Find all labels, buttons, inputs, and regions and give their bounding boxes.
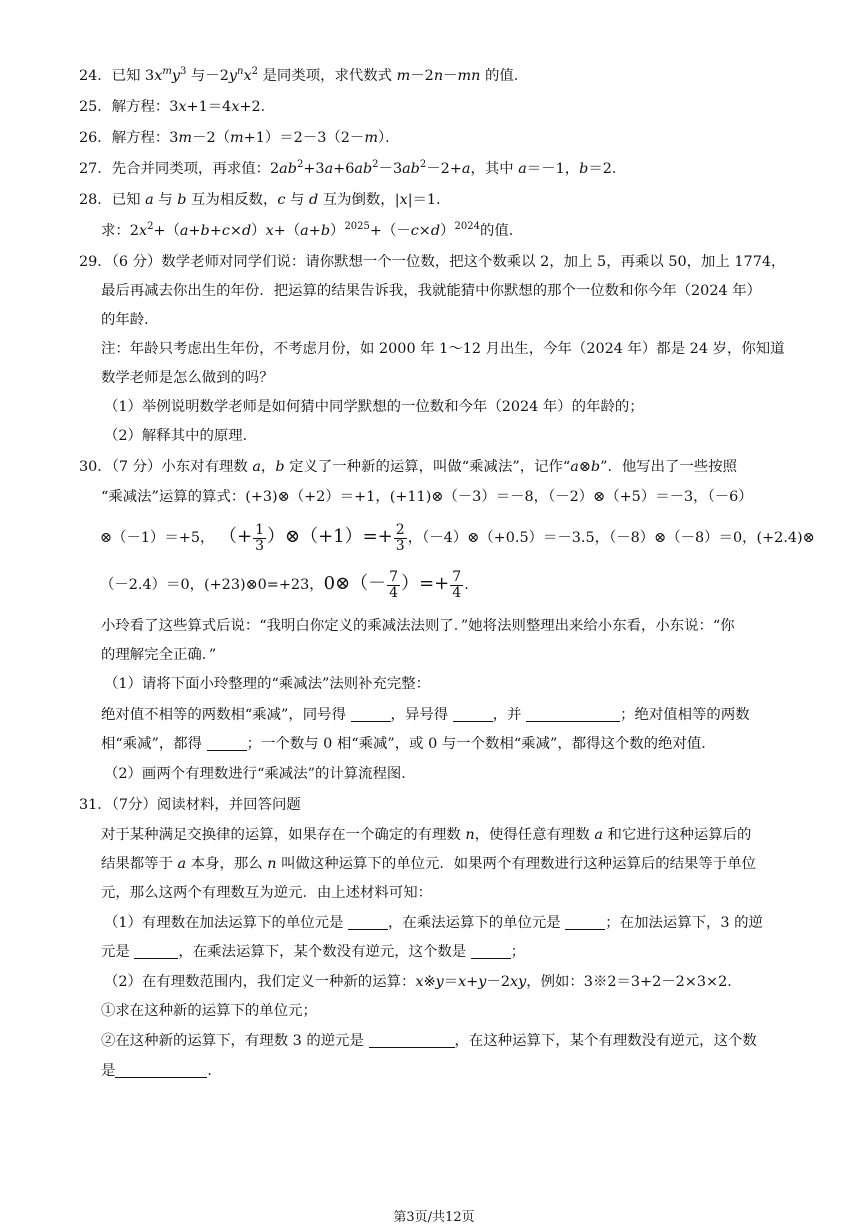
question-29-line-3: 的年龄． xyxy=(101,312,159,328)
answer-blank[interactable] xyxy=(348,915,388,930)
question-28: 28．已知 a 与 b 互为相反数，c 与 d 互为倒数，|x|＝1． xyxy=(79,192,451,208)
question-25: 25．解方程：3x+1＝4x+2． xyxy=(79,99,276,115)
question-30-line-5: 小玲看了这些算式后说：“我明白你定义的乘减法法则了．”她将法则整理出来给小东看，小东说：“你 xyxy=(101,618,735,634)
question-29-note-2: 数学老师是怎么做到的吗？ xyxy=(101,370,274,386)
page-number: 第3页/共12页 xyxy=(393,1210,475,1225)
answer-blank[interactable] xyxy=(115,1063,207,1078)
question-31-part-1: （1）有理数在加法运算下的单位元是 ，在乘法运算下的单位元是 ；在加法运算下，3 的逆 xyxy=(104,915,763,931)
question-30-rule-line-2: 相“乘减”，都得 ；一个数与 0 相“乘减”，或 0 与一个数相“乘减”，都得这个数的绝对值． xyxy=(101,736,716,752)
answer-blank[interactable] xyxy=(351,707,391,722)
question-27: 27．先合并同类项，再求值：$2ab^2+3a+6ab^2-3ab^2-2+a$，其中 a＝－1，b＝2． xyxy=(79,159,627,177)
question-30-line-6: 的理解完全正确．” xyxy=(101,647,217,663)
question-30-line-4: （－2.4）＝0，(+23)⊗0=+23，0⊗（－ $\frac{7}{4}$ ）=+ $\frac{7}{4}$ . xyxy=(100,568,469,601)
fraction-two-thirds: $\frac{2}{3}$ xyxy=(395,521,405,554)
question-30-part-1: （1）请将下面小玲整理的“乘减法”法则补充完整： xyxy=(104,676,431,692)
question-31: 31．（7分）阅读材料，并回答问题 xyxy=(79,797,301,813)
question-29-line-2: 最后再减去你出生的年份．把运算的结果告诉我，我就能猜中你默想的那个一位数和你今年（2024 年） xyxy=(101,283,761,299)
question-29-note: 注：年龄只考虑出生年份，不考虑月份，如 2000 年 1～12 月出生，今年（2024 年）都是 24 岁，你知道 xyxy=(101,341,785,357)
question-31-line-2: 对于某种满足交换律的运算，如果存在一个确定的有理数 n，使得任意有理数 a 和它进行这种运算后的 xyxy=(101,827,752,843)
fraction-one-third: $\frac{1}{3}$ xyxy=(255,521,264,554)
question-29-part-2: （2）解释其中的原理． xyxy=(104,428,258,444)
answer-blank[interactable] xyxy=(369,1033,455,1048)
question-31-sub-2-line-2: 是 ． xyxy=(101,1063,222,1079)
question-31-sub-2: ②在这种新的运算下，有理数 3 的逆元是 ，在这种运算下，某个有理数没有逆元，这个数 xyxy=(101,1033,757,1049)
answer-blank[interactable] xyxy=(207,736,247,751)
question-29: 29．（6 分）数学老师对同学们说：请你默想一个一位数，把这个数乘以 2，加上 5，再乘以 50，加上 1774， xyxy=(79,254,786,270)
question-31-part-1-line-2: 元是 ，在乘法运算下，某个数没有逆元，这个数是 ； xyxy=(101,944,526,960)
question-30: 30．（7 分）小东对有理数 a，b 定义了一种新的运算，叫做“乘减法”，记作“a⊗b”．他写出了一些按照 xyxy=(79,459,737,475)
question-30-rule-line-1: 绝对值不相等的两数相“乘减”，同号得 ，异号得 ，并 ；绝对值相等的两数 xyxy=(101,707,750,723)
question-31-line-4: 元，那么这两个有理数互为逆元．由上述材料可知： xyxy=(101,885,432,901)
answer-blank[interactable] xyxy=(134,944,178,959)
question-24: 24．已知 $3x^my^3$ 与$-2y^nx^2$ 是同类项，求代数式 m－2n－mn 的值． xyxy=(79,66,529,84)
question-31-line-3: 结果都等于 a 本身，那么 n 叫做这种运算下的单位元．如果两个有理数进行这种运算后的结果等于单位 xyxy=(101,856,756,872)
question-26: 26．解方程：3m－2（m+1）＝2－3（2－m）． xyxy=(79,130,400,146)
answer-blank[interactable] xyxy=(471,944,511,959)
question-30-line-3: ⊗（－1）＝+5， （+ $\frac{1}{3}$ ）⊗（+1）=+ $\frac{2}{3}$ ，（－4）⊗（+0.5）＝－3.5，（－8）⊗（－8）＝0，(+2.4)⊗ xyxy=(100,521,815,554)
question-31-sub-1: ①求在这种新的运算下的单位元； xyxy=(101,1003,317,1019)
answer-blank[interactable] xyxy=(565,915,605,930)
question-30-line-2: “乘减法”运算的算式：(+3)⊗（+2）＝+1，(+11)⊗（－3）＝－8，（－2）⊗（+5）＝－3，（－6） xyxy=(101,489,753,505)
question-30-part-2: （2）画两个有理数进行“乘减法”的计算流程图． xyxy=(104,766,416,782)
question-29-part-1: （1）举例说明数学老师是如何猜中同学默想的一位数和今年（2024 年）的年龄的； xyxy=(104,399,644,415)
question-31-part-2: （2）在有理数范围内，我们定义一种新的运算：x※y＝x+y－2xy，例如：3※2＝3+2－2×3×2． xyxy=(104,974,742,990)
question-28-line-2: 求：$2x^2+(a+b+c\times d)x+(a+b)^{2025}+(-c\times d)^{2024}$的值． xyxy=(101,221,524,239)
fraction-seven-fourths-b: $\frac{7}{4}$ xyxy=(452,568,462,601)
answer-blank[interactable] xyxy=(453,707,493,722)
answer-blank[interactable] xyxy=(526,707,620,722)
fraction-seven-fourths-a: $\frac{7}{4}$ xyxy=(389,568,399,601)
